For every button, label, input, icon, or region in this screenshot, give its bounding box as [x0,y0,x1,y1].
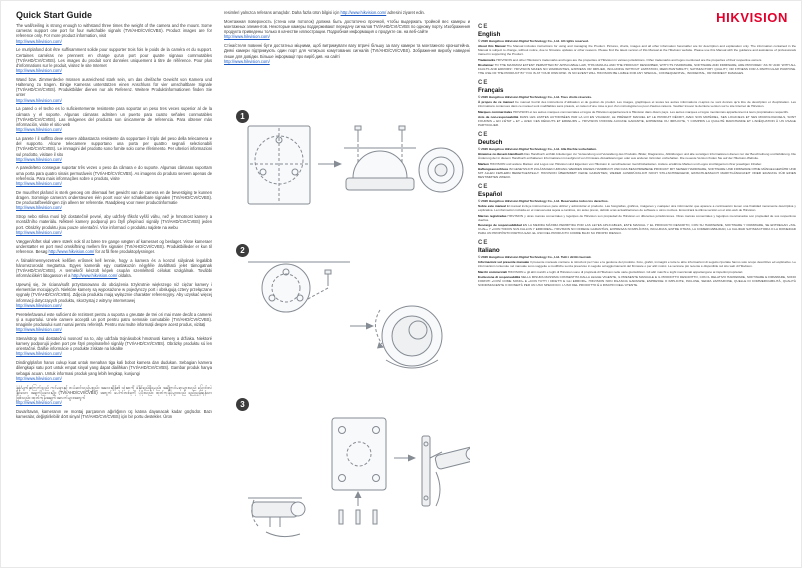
hikvision-link[interactable]: http://www.hikvision.com/ [16,68,62,74]
copyright-line: © 2020 Hangzhou Hikvision Digital Technology Co., Ltd. Tutti i diritti riservati. [478,255,592,260]
section-french [478,80,796,127]
hikvision-link[interactable]: http://www.hikvision.com/ [16,38,62,44]
section-italian [478,240,796,287]
legal-paragraph: Sobre este manual El manual incluye instrucciones para utilizar y administrar el producto. Las fotografías, gráficos, imágenes y cualquier otra información que aparece a continuación tienen una finalidad meramente descriptiva y explicativa. La información incluida en el manual está sujeta a cambios, sin aviso previo, debido a las actualizaciones de software u otros motivos. Encontrará la última versión en el sitio web de Hikvision. [478,204,796,213]
paragraph-portuguese: A parede/teto consegue suportar três vezes o peso da câmara e do suporte. Algumas câmaras suportam uma porta para quatro sinais permutáveis (TVI/AHD/CVI/CVBS). As imagens do produto servem apenas de referência. Para mais informações sobre o produto, visite http://www.hikvision.com/ [16,165,212,187]
hikvision-link[interactable]: http://www.hikvision.com/ [16,375,62,381]
page-title: Quick Start Guide [16,10,93,20]
legal-paragraph: Avis de non-responsabilité DANS LES LIMITES AUTORISÉES PAR LA LOI EN VIGUEUR, LE PRÉSENT MANUEL ET LE PRODUIT DÉCRIT, AVEC SON MATÉRIEL, SES LOGICIELS ET SES MICROLOGICIELS, SONT FOURNIS « EN L'ÉTAT » ET « AVEC CES DÉFAUTS ET ERREURS ». HIKVISION N'OFFRE AUCUNE GARANTIE, EXPRESSE OU IMPLICITE, Y COMPRIS LA QUALITÉ MARCHANDE ET L'ADÉQUATION À UN USAGE PARTICULIER. [478,115,796,128]
drill-template-drawing [248,126,310,204]
paragraph-indonesian: Dinding/plafon harus cukup kuat untuk menahan tiga kali bobot kamera dan dudukan. Sebagian kamera dilengkapi satu port untuk empat sinyal yang dapat dialihkan (TVI/AHD/CVI/CVBS). Gambar produk hanya sebagai acuan. Untuk informasi produk yang lebih lengkap, kunjungi http://www.hikvision.com/ [16,360,212,381]
paragraph-romanian: Peretele/tavanul este suficient de rezistent pentru a suporta o greutate de trei ori mai mare decât a camerei și a suportului. Unele camere acceptă un port pentru patru semnale comutabile (TVI/AHD/CVI/CVBS). Imaginile produsului sunt numai pentru referință. Pentru mai multe informații despre acest produs, vizitați http://www.hikvision.com/ [16,311,212,333]
step2-turret-install-illustration [240,248,466,396]
hikvision-link[interactable]: http://www.hikvision.com/ [16,351,62,357]
legal-paragraph: Disclaimer TO THE MAXIMUM EXTENT PERMITTED BY APPLICABLE LAW, THIS MANUAL AND THE PRODUCT DESCRIBED, WITH ITS HARDWARE, SOFTWARE AND FIRMWARE, ARE PROVIDED “AS IS” AND “WITH ALL FAULTS AND ERRORS”. HIKVISION MAKES NO WARRANTIES, EXPRESS OR IMPLIED, INCLUDING WITHOUT LIMITATION, MERCHANTABILITY, SATISFACTORY QUALITY, OR FITNESS FOR A PARTICULAR PURPOSE. THE USE OF THE PRODUCT BY YOU IS AT YOUR OWN RISK. IN NO EVENT WILL HIKVISION BE LIABLE FOR ANY SPECIAL, CONSEQUENTIAL, INCIDENTAL, OR INDIRECT DAMAGES. [478,63,796,76]
step3-bullet-install-illustration [240,402,470,560]
step-number-badge: 3 [236,398,249,411]
paragraph-russian: Монтажная поверхность (стена или потолок) должна быть достаточно прочной, чтобы выдержать тройной вес камеры и монтажных элементов. Некоторые камеры поддерживают передачу сигналов TVI/AHD/CVI/CVBS по одному порту. Изображения продукта приведены только в качестве иллюстрации. Подробная информация о продукте см. на веб-сайте http://www.hikvision.com/ [224,18,470,40]
hikvision-link[interactable]: http://www.hikvision.com/ [48,248,95,254]
middle-column [224,10,472,560]
wall-plate-drawing [332,418,386,524]
section-german [478,132,796,179]
hikvision-link[interactable]: http://www.hikvision.com/ [16,156,62,162]
language-heading: Italiano [478,246,500,254]
paragraph-polish: Upewnij się, że ściana/sufit przystosowano do obciążenia trzykrotnie większego niż ciężar kamery i elementów mocujących. Niektóre kamery są wyposażone w pojedynczy port i obsługują cztery przełączane sygnały (TVI/AHD/CVI/CVBS). Zdjęcia produktu mają wyłącznie charakter referencyjny. Aby uzyskać więcej informacji dotyczących produktu, skorzystaj z witryny internetowej http://www.hikvision.com/ [16,282,212,308]
copyright-line: © 2020 Hangzhou Hikvision Digital Technology Co., Ltd. All rights reserved. [478,39,589,44]
dome-camera-drawing [344,126,416,190]
copyright-line: © 2020 Hangzhou Hikvision Digital Technology Co., Ltd. Alle Rechte vorbehalten. [478,147,597,152]
right-column [478,24,796,292]
hikvision-logo: HIKVISION [716,10,788,25]
step-number-badge: 1 [236,110,249,123]
bullet-camera-drawing [248,498,305,537]
ce-mark-icon: CE [478,131,489,138]
middle-paragraphs [224,10,470,64]
legal-paragraph: Marcas registradas HIKVISION y otras marcas comerciales y logotipos de Hikvision son propiedad de Hikvision en diferentes jurisdicciones. Otras marcas comerciales y logotipos mencionados son propiedad de sus respectivos dueños. [478,213,796,222]
step1-dome-install-illustration [240,114,466,240]
hikvision-link[interactable]: http://www.hikvision.com/ [71,273,118,279]
ce-mark-icon: CE [478,80,489,87]
hikvision-link[interactable]: http://www.hikvision.com/ [16,327,62,333]
legal-paragraph: Marchi commerciali HIKVISION e gli altri marchi e loghi di Hikvision sono di proprietà di Hikvision nelle varie giurisdizioni. Gli altri marchi e loghi menzionati appartengono ai rispettivi proprietari. [478,269,744,274]
hikvision-link[interactable]: http://www.hikvision.com/ [16,302,62,308]
legal-paragraph: Trademarks HIKVISION and other Hikvision's trademarks and logos are the properties of Hikvision in various jurisdictions. Other trademarks and logos mentioned are the properties of their respective owners. [478,57,763,62]
legal-paragraph: Haftungsausschluss IM GESETZLICH ZULÄSSIGEN UMFANG WERDEN DIESES HANDBUCH UND DAS BESCHRIEBENE PRODUKT MIT SEINER HARDWARE, SOFTWARE UND FIRMWARE OHNE MÄNGELGEWÄHR UND MIT ALLEN FEHLERN BEREITGESTELLT. HIKVISION ÜBERNIMMT KEINE GARANTIEN, WEDER AUSDRÜCKLICH NOCH STILLSCHWEIGEND, EINSCHLIESSLICH MARKTGÄNGIGKEIT ODER EIGNUNG FÜR EINEN BESTIMMTEN ZWECK. [478,167,796,180]
arrow-icon [350,323,374,330]
paragraph-danish: Væggen/loftet skal være stærk nok til at bære tre gange vægten af kameraet og beslaget. Visse kameraer understøtter en port med omskiftning mellem fire signaler (TVI/AHD/CVI/CVBS). Produktbilleder er kun til reference. Besøg http://www.hikvision.com/ for at få flere produktoplysninger. [16,238,212,254]
copyright-line: © 2020 Hangzhou Hikvision Digital Technology Co., Ltd. Tous droits réservés. [478,95,592,100]
hikvision-link[interactable]: http://www.hikvision.com/ [16,181,62,187]
ce-mark-icon: CE [478,183,489,190]
legal-paragraph: À propos de ce manuel Ce manuel fournit des instructions d'utilisation et de gestion du produit. Les images, graphiques et toutes les autres informations ci-après ne sont donnés qu'à titre de description et d'explication. Les informations contenues dans ce manuel sont modifiables sans préavis, en raison d'une mise à jour d'un micrologiciel ou pour d'autres raisons. Veuillez trouver la dernière version sur le site Internet de Hikvision. [478,100,796,109]
legal-paragraph: Informazioni sul presente manuale Il presente manuale contiene le istruzioni per l'uso e la gestione del prodotto. Foto, grafici, immagini e tutte le altre informazioni di seguito riportate hanno solo scopo descrittivo ed esplicativo. Le informazioni contenute nel manuale sono soggette a modifiche senza preavviso in seguito ad aggiornamenti del firmware o per altri motivi. La versione più recente è disponibile sul sito web di Hikvision. [478,260,796,269]
paragraph-turkish-continued: resimleri yalnızca referans amaçlıdır. Daha fazla ürün bilgisi için http://www.hikvision.com/ adresini ziyaret edin. [224,10,425,15]
section-english [478,24,796,76]
ce-mark-icon: CE [478,24,489,30]
paragraph-german: Wand bzw. Zimmerdecke müssen ausreichend stark sein, um das dreifache Gewicht von Kamera und Halterung zu tragen. Einige Kameras unterstützen einen Anschluss für vier umschaltbare Signale (TVI/AHD/CVI/CVBS). Produktbilder dienen nur als Referenz. Weitere Produktinformationen finden Sie unter http://www.hikvision.com/ [16,76,212,103]
anchor-bolt-icon [339,491,377,524]
hikvision-link[interactable]: http://www.hikvision.com/ [16,97,62,103]
arrow-icon [394,455,416,462]
paragraph-burmese: နံရံ/မျက်နှာကြက်သည် ကင်မရာနှင့် တပ်ဆင်သည့်ပစ္စည်း အလေးချိန်၏ သုံးဆကို ခံနိုင်ရည်ရှိရမည်။ အချို့ကင်မရာများသည် ပြောင်းလဲနိုင်သော အချက်ပြလေးမျိုး (TVI/AHD/CVI/CVBS) အတွက် ပေါက်တစ်ခုကို ပံ့ပိုးသည်။ ထုတ်ကုန်ပုံများသည် ရည်ညွှန်းရန်သာဖြစ်သည်။ ထုတ်ကုန်အချက်အလက်များအတွက် http://www.hikvision.com/ [16,384,212,406]
copyright-line: © 2020 Hangzhou Hikvision Digital Technology Co., Ltd. Reservados todos los derechos. [478,199,609,204]
language-heading: Deutsch [478,138,503,146]
legal-paragraph: Hinweise zu diesem Handbuch Das Handbuch enthält Anleitungen zur Verwendung und Verwaltung des Produkts. Bilder, Diagramme, Abbildungen und alle sonstigen Informationen dienen nur der Beschreibung und Erklärung. Die Änderung der in diesem Handbuch enthaltenen Informationen ist aufgrund von Firmware-Aktualisierungen oder aus anderen Gründen vorbehalten. Die neueste Version finden Sie auf der Hikvision-Website. [478,152,796,161]
hikvision-link[interactable]: http://www.hikvision.com/ [16,229,62,235]
legal-paragraph: Descargo de responsabilidad EN LA MEDIDA MÁXIMA PERMITIDA POR LAS LEYES APLICABLES, ESTE MANUAL Y EL PRODUCTO DESCRITO, CON SU HARDWARE, SOFTWARE Y FIRMWARE, SE ENTREGAN «TAL CUAL» Y «CON TODOS SUS FALLOS Y ERRORES». HIKVISION NO OFRECE GARANTÍAS, EXPRESAS NI IMPLÍCITAS, INCLUIDAS, ENTRE OTRAS, LA COMERCIABILIDAD, LA CALIDAD SATISFACTORIA O LA IDONEIDAD PARA UN PROPÓSITO PARTICULAR. EL USO DEL PRODUCTO CORRE BAJO SU PROPIO RIESGO. [478,223,796,236]
hikvision-link[interactable]: http://www.hikvision.com/ [224,58,270,64]
hikvision-link[interactable]: http://www.hikvision.com/ [340,10,387,15]
hikvision-link[interactable]: http://www.hikvision.com/ [16,205,62,211]
legal-paragraph: About this Manual The Manual includes instructions for using and managing the Product. Pictures, charts, images and all other information hereinafter are for description and explanation only. The information contained in the Manual is subject to change, without notice, due to firmware updates or other reasons. Please find the latest version of this Manual at the Hikvision website. Please use this Manual with the guidance and assistance of professionals trained in supporting the Product. [478,44,797,57]
hikvision-link[interactable]: http://www.hikvision.com/ [16,400,62,406]
paragraph-czech: Strop nebo stěna musí být dostatečně pevné, aby udržely třikrát vyšší váhu, než je hmotnost kamery a montážního materiálu. Některé kamery podporují pro čtyři přepínací signály (TVI/AHD/CVI/CVBS) jeden port. Obrázky produktu jsou pouze orientační. Více informací o produktu najdete na webu http://www.hikvision.com/ [16,214,212,235]
arrow-icon [318,161,342,168]
language-heading: Français [478,87,504,95]
paragraph-turkish-start: Duvar/tavan, kameranın ve montaj parçasının ağırlığının üç katına dayanacak kadar güçlüdür. Bazı kameralar, değiştirilebilir dört sinyal (TVI/AHD/CVI/CVBS) için bir portu destekler. Ürün [16,408,212,420]
dome-front-view-drawing [419,148,463,192]
paragraph-dutch: De muur/het plafond is sterk genoeg om driemaal het gewicht van de camera en de bevestiging te kunnen dragen. Sommige camera's ondersteunen één poort voor vier schakelbare signalen (TVI/AHD/CVI/CVBS). De productafbeeldingen zijn alleen ter referentie. Raadpleeg voor meer productinformatie http://www.hikvision.com/ [16,189,212,211]
step-number-badge: 2 [236,244,249,257]
legal-paragraph: Esclusione di responsabilità NELLA MISURA MASSIMA CONSENTITA DALLA LEGGE VIGENTE, IL PRESENTE MANUALE E IL PRODOTTO DESCRITTO, CON IL RELATIVO HARDWARE, SOFTWARE E FIRMWARE, SONO FORNITI «COSÌ COME SONO» E «CON TUTTI I DIFETTI E GLI ERRORI». HIKVISION NON RILASCIA GARANZIE, ESPRESSE O IMPLICITE, INCLUSE, SENZA LIMITAZIONE, QUELLE DI COMMERCIABILITÀ, QUALITÀ SODDISFACENTE O IDONEITÀ PER UN USO SPECIFICO. L'USO DEL PRODOTTO È A RISCHIO DELL'UTENTE. [478,275,796,288]
legal-paragraph: Marques commerciales HIKVISION et les autres marques commerciales et logos de Hikvision appartiennent à Hikvision dans divers pays. Les autres marques et logos mentionnés appartiennent à leurs propriétaires respectifs. [478,109,789,114]
mounted-bullet-camera-drawing [422,436,470,506]
section-spanish [478,184,796,236]
legal-paragraph: Marken HIKVISION und andere Marken und Logos von Hikvision sind Eigentum von Hikvision in verschiedenen Gerichtsbarkeiten. Andere erwähnte Marken und Logos sind Eigentum ihrer jeweiligen Inhaber. [478,161,762,166]
hikvision-link[interactable]: http://www.hikvision.com/ [224,34,270,40]
paragraph-french: Le mur/plafond doit être suffisamment solide pour supporter trois fois le poids de la caméra et du support. Certaines caméras ne prennent en charge qu'un port pour quatre signaux commutables (TVI/AHD/CVI/CVBS). Les images du produit sont données uniquement à titre de référence. Pour plus d'informations sur le produit, visitez le site Internet http://www.hikvision.com/ [16,47,212,74]
ceiling-plate-drawing [248,262,350,312]
hikvision-link[interactable]: http://www.hikvision.com/ [16,127,62,133]
paragraph-english: The wall/ceiling is strong enough to withstand three times the weight of the camera and the mount. Some cameras support one port for four switchable signals (TVI/AHD/CVI/CVBS). Product images are for reference only. For more product information, visit http://www.hikvision.com/ [16,23,212,44]
turret-camera-drawing [375,306,442,368]
ce-mark-icon: CE [478,239,489,246]
paragraph-ukrainian: Стіна/стеля повинні бути достатньо міцними, щоб витримувати вагу втричі більшу за вагу камери та монтажного кронштейна. Деякі камери підтримують один порт для чотирьох комутованих сигналів (TVI/AHD/CVI/CVBS). Зображення виробу наведені лише для довідки. Більше інформації про виріб див. на сайті http://www.hikvision.com/ [224,43,470,64]
paragraph-italian: La parete / il soffitto deve essere abbastanza resistente da sopportare il triplo del peso della telecamera e del supporto. Alcune telecamere supportano una porta per quattro segnali selezionabili (TVI/AHD/CVI/CVBS). Le immagini del prodotto sono fornite solo come riferimento. Per ulteriori informazioni sul prodotto, visitare il sito http://www.hikvision.com/ [16,135,212,162]
paragraph-slovak: Stena/strop má dostatočnú nosnosť na to, aby udržala trojnásobok hmotnosti kamery a držiaka. Niektoré kamery podporujú jeden port pre štyri prepínateľné signály (TVI/AHD/CVI/CVBS). Obrázky produktu sú len orientačné. Ďalšie informácie o produkte získate na lokalite http://www.hikvision.com/ [16,335,212,357]
paragraph-hungarian: A falnak/mennyezetnek kellően erősnek kell lennie, hogy a kamera és a konzol súlyának legalább háromszorosát megtartsa. Egyes kamerák egy csatlakozón négyféle átváltható jelet támogatnak (TVI/AHD/CVI/CVBS). A termékről készült képek csupán szemléltető célokat szolgálnak. További információkért látogasson el a http://www.hikvision.com/ oldalra. [16,257,212,279]
language-heading: English [478,31,501,38]
language-heading: Español [478,190,503,198]
paragraph-spanish: La pared o el techo es lo suficientemente resistente para soportar un peso tres veces superior al de la cámara y el soporte. Algunas cámaras admiten un puerto para cuatro señales conmutables (TVI/AHD/CVI/CVBS). Las imágenes del producto son únicamente de referencia. Para obtener más información, visite el sitio web http://www.hikvision.com/ [16,106,212,133]
left-column [16,10,212,423]
